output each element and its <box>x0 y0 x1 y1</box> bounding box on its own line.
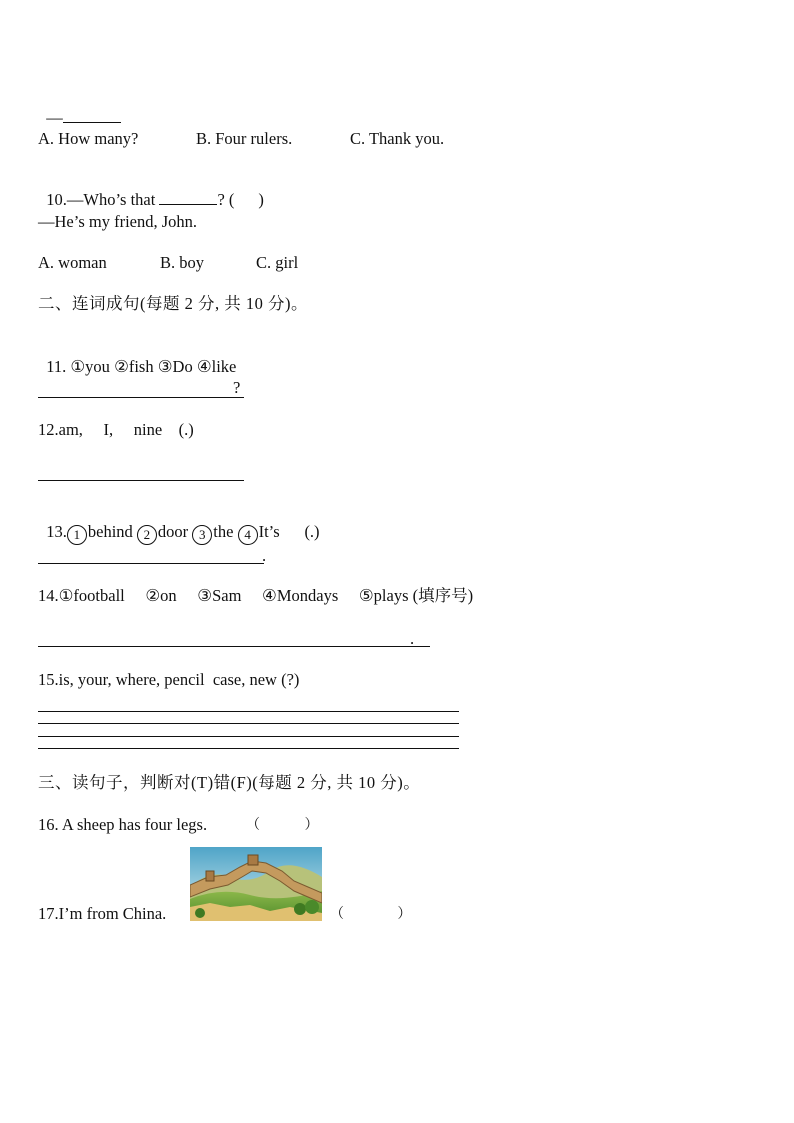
q15-words: 15.is, your, where, pencil case, new (?) <box>38 670 300 689</box>
q14-answer-line[interactable] <box>38 646 430 647</box>
q10-suffix: ? ( <box>217 190 235 209</box>
q16-answer-paren[interactable]: （ ） <box>246 817 319 833</box>
q17-answer-paren[interactable]: （ ） <box>330 906 412 922</box>
circled-number: 4 <box>238 525 258 545</box>
q13-word: It’s <box>258 522 280 541</box>
circled-number: 1 <box>67 525 87 545</box>
great-wall-picture <box>190 847 322 921</box>
section-2-title: 二、连词成句(每题 2 分, 共 10 分)。 <box>38 294 308 313</box>
q11-answer-line[interactable] <box>38 397 244 398</box>
dash: — <box>46 108 63 127</box>
q12-words: 12.am, I, nine (.) <box>38 420 194 439</box>
q11-word: ④like <box>196 357 237 376</box>
q13-word: the <box>213 522 234 541</box>
q11-end-mark: ? <box>233 378 241 397</box>
q13-number: 13. <box>46 522 67 541</box>
q11-number: 11. <box>46 357 67 376</box>
q11-word: ③Do <box>157 357 193 376</box>
q13-end: (.) <box>304 522 320 541</box>
q12-answer-line[interactable] <box>38 480 244 481</box>
q10-option-c: C. girl <box>256 253 299 272</box>
q14-line-end: . <box>410 629 415 648</box>
q13-answer-line[interactable] <box>38 563 264 564</box>
q15-answer-line-1[interactable] <box>38 711 459 712</box>
q10-prefix: 10.—Who’s that <box>46 190 156 209</box>
q11-word: ①you <box>70 357 110 376</box>
q17-sentence: 17.I’m from China. <box>38 904 167 923</box>
q9-option-b: B. Four rulers. <box>196 129 293 148</box>
q15-answer-line-2[interactable] <box>38 723 459 724</box>
section-3-title: 三、读句子，判断对(T)错(F)(每题 2 分, 共 10 分)。 <box>38 773 421 792</box>
q10-reply: —He’s my friend, John. <box>38 212 198 231</box>
q10-question <box>38 170 264 210</box>
circled-number: 3 <box>192 525 212 545</box>
q9-option-a: A. How many? <box>38 129 139 148</box>
q11-words <box>38 337 236 377</box>
q15-answer-line-4[interactable] <box>38 748 459 749</box>
circled-number: 2 <box>137 525 157 545</box>
q9-answer-line <box>38 88 121 128</box>
q10-option-a: A. woman <box>38 253 107 272</box>
q13-line-end: . <box>262 546 267 565</box>
q16-sentence: 16. A sheep has four legs. <box>38 815 208 834</box>
q10-blank[interactable] <box>159 190 217 205</box>
q13-word: door <box>157 522 189 541</box>
q13-word: behind <box>87 522 133 541</box>
q15-answer-line-3[interactable] <box>38 736 459 737</box>
q11-word: ②fish <box>114 357 154 376</box>
q9-blank[interactable] <box>63 108 121 123</box>
q14-words: 14.①football ②on ③Sam ④Mondays ⑤plays (填序号) <box>38 586 474 605</box>
q13-words <box>38 502 320 545</box>
q9-option-c: C. Thank you. <box>350 129 445 148</box>
q10-paren-close: ) <box>258 190 264 209</box>
q10-option-b: B. boy <box>160 253 205 272</box>
